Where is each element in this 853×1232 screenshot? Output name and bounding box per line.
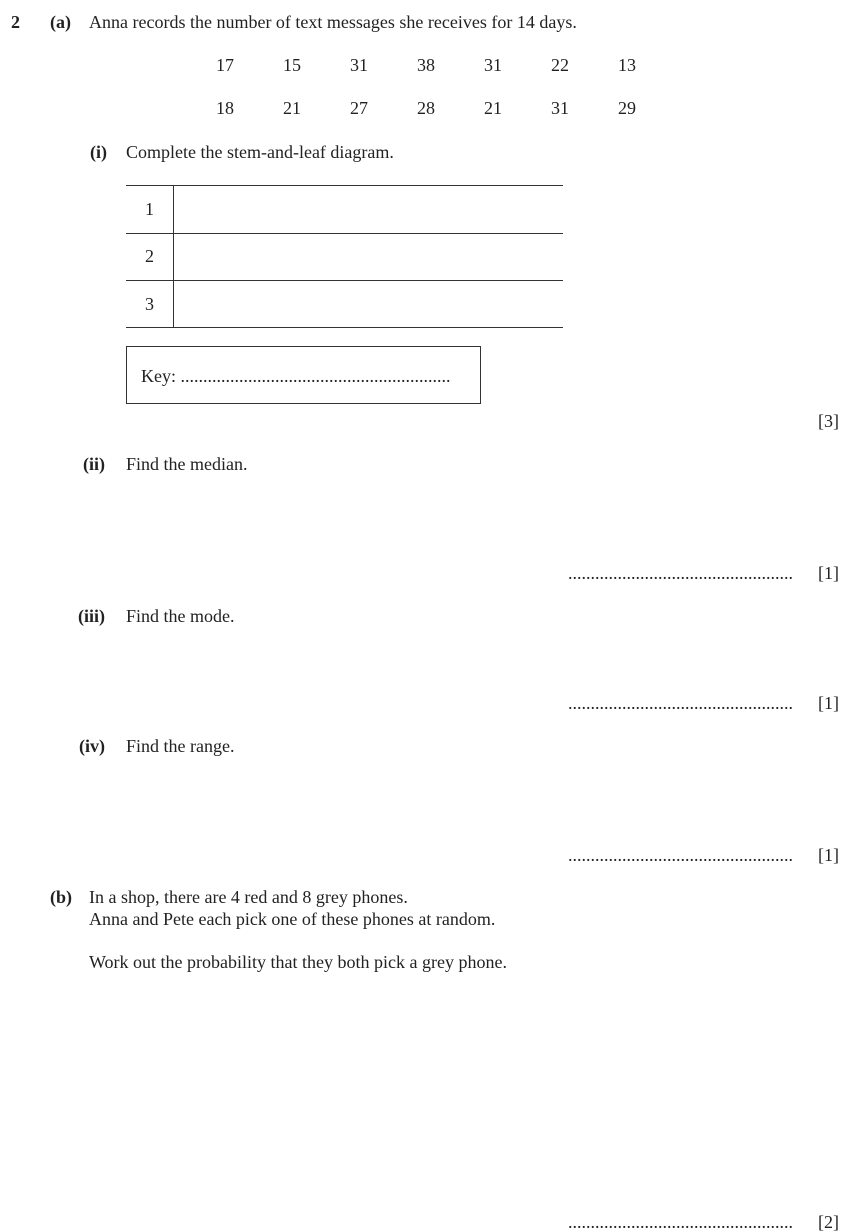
sub-iv-text: Find the range. <box>126 736 235 756</box>
answer-line-mode[interactable]: .................................................. <box>568 693 793 713</box>
sub-i-label: (i) <box>90 142 107 162</box>
leaf-answer-cell[interactable] <box>174 234 563 280</box>
marks-sub-ii: [1] <box>818 563 839 583</box>
answer-line-median[interactable]: .................................................. <box>568 563 793 583</box>
marks-sub-iii: [1] <box>818 693 839 713</box>
part-b-line-1: In a shop, there are 4 red and 8 grey phones. <box>89 887 408 907</box>
data-value: 27 <box>350 98 368 118</box>
sub-iii-label: (iii) <box>78 606 105 626</box>
part-b-line-2: Anna and Pete each pick one of these phones at random. <box>89 909 496 929</box>
data-value: 22 <box>551 55 569 75</box>
answer-line-range[interactable]: .................................................. <box>568 845 793 865</box>
data-value: 21 <box>484 98 502 118</box>
marks-part-b: [2] <box>818 1212 839 1232</box>
stem-value: 2 <box>145 246 154 266</box>
sub-iii-text: Find the mode. <box>126 606 235 626</box>
data-value: 15 <box>283 55 301 75</box>
diagram-bottom-rule <box>126 327 563 328</box>
key-label: Key: ............................................................ <box>141 366 451 386</box>
data-value: 18 <box>216 98 234 118</box>
part-b-line-3: Work out the probability that they both pick a grey phone. <box>89 952 507 972</box>
sub-iv-label: (iv) <box>79 736 105 756</box>
leaf-answer-cell[interactable] <box>174 186 563 232</box>
data-value: 21 <box>283 98 301 118</box>
data-value: 38 <box>417 55 435 75</box>
marks-sub-iv: [1] <box>818 845 839 865</box>
data-value: 13 <box>618 55 636 75</box>
data-value: 31 <box>350 55 368 75</box>
part-a-label: (a) <box>50 12 71 32</box>
sub-i-text: Complete the stem-and-leaf diagram. <box>126 142 394 162</box>
stem-value: 3 <box>145 294 154 314</box>
data-value: 31 <box>551 98 569 118</box>
question-number: 2 <box>11 12 20 32</box>
data-value: 31 <box>484 55 502 75</box>
part-b-label: (b) <box>50 887 72 907</box>
part-a-text: Anna records the number of text messages she receives for 14 days. <box>89 12 577 32</box>
sub-ii-text: Find the median. <box>126 454 248 474</box>
data-value: 29 <box>618 98 636 118</box>
data-value: 28 <box>417 98 435 118</box>
data-value: 17 <box>216 55 234 75</box>
leaf-answer-cell[interactable] <box>174 281 563 327</box>
sub-ii-label: (ii) <box>83 454 105 474</box>
marks-sub-i: [3] <box>818 411 839 431</box>
answer-line-probability[interactable]: .................................................. <box>568 1212 793 1232</box>
key-box[interactable] <box>126 346 481 404</box>
stem-value: 1 <box>145 199 154 219</box>
